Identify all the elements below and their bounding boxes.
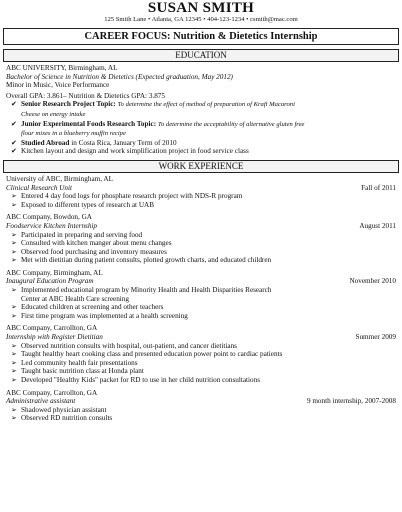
arrow-icon: ➢ (11, 367, 17, 376)
education-school: ABC UNIVERSITY, Birmingham, AL (6, 64, 118, 72)
list-item (6, 100, 396, 110)
bullet-label: Senior Research Project Topic: (21, 100, 116, 109)
list-item-continuation (6, 129, 396, 139)
bullet-text: flour mixes in a blueberry muffin recipe (21, 130, 126, 138)
arrow-icon: ➢ (11, 341, 17, 350)
bullet-text: Educated children at screening and other teachers (21, 303, 164, 312)
list-item (6, 201, 396, 210)
check-icon: ✔ (11, 147, 17, 156)
list-item (6, 139, 396, 148)
bullet-text: Exposed to different types of research at UAB (21, 200, 154, 209)
bullet-text: Implemented educational program by Minority Health and Health Disparities Research (21, 286, 272, 295)
job-title: Clinical Research Unit (6, 183, 73, 192)
job-entry (6, 389, 396, 423)
bullet-text: Observed nutrition consults with hospital, out-patient, and cancer dietitians (21, 341, 237, 350)
bullet-text: Cheese on energy intake (21, 110, 86, 118)
check-icon: ✔ (11, 100, 17, 109)
job-title: Internship with Register Dietitian (6, 333, 103, 342)
bullet-text: Taught basic nutrition class at Honda plant (21, 367, 144, 376)
check-icon: ✔ (11, 119, 17, 128)
education-gpa: Overall GPA: 3.861– Nutrition & Dietetics GPA: 3.875 (6, 91, 165, 100)
experience-heading: WORK EXPERIENCE (3, 160, 399, 173)
bullet-text: Center at ABC Health Care screening (21, 294, 129, 303)
candidate-name: SUSAN SMITH (147, 0, 255, 16)
arrow-icon: ➢ (11, 350, 17, 359)
list-item (6, 406, 396, 415)
job-org: ABC Company, Birmingham, AL (6, 268, 103, 277)
job-org: ABC Company, Carrollton, GA (6, 388, 98, 397)
career-focus-text: CAREER FOCUS: Nutrition & Dietetics Internship (84, 31, 318, 42)
arrow-icon: ➢ (11, 303, 17, 312)
arrow-icon: ➢ (11, 247, 17, 256)
arrow-icon: ➢ (11, 200, 17, 209)
job-title: Administrative assistant (6, 397, 76, 406)
bullet-text: To determine the acceptability of alternative gluten free (157, 120, 305, 128)
list-item (6, 303, 396, 312)
job-date: November 2010 (349, 277, 396, 286)
list-item (6, 231, 396, 240)
list-item-continuation (6, 295, 396, 304)
bullet-label: Junior Experimental Foods Research Topic: (21, 119, 157, 128)
list-item (6, 147, 396, 156)
bullet-text: Observed RD nutrition consults (21, 414, 113, 423)
list-item (6, 376, 396, 385)
job-date: 9 month internship, 2007-2008 (306, 397, 396, 406)
bullet-label: Studied Abroad (21, 138, 70, 147)
list-item (6, 367, 396, 376)
contact-line: 125 Smith Lane • Atlanta, GA 12345 • 404-123-1234 • csmith@mac.com (104, 16, 298, 23)
education-heading: EDUCATION (3, 49, 399, 62)
bullet-text: Led community health fair presentations (21, 358, 138, 367)
arrow-icon: ➢ (11, 239, 17, 248)
bullet-text: Developed "Healthy Kids" packet for RD to use in her child nutrition consultations (21, 376, 261, 384)
job-bullets (6, 231, 396, 265)
experience-section (0, 175, 402, 423)
job-bullets (6, 192, 396, 209)
list-item (6, 286, 396, 295)
arrow-icon: ➢ (11, 414, 17, 423)
list-item (6, 359, 396, 368)
job-entry (6, 269, 396, 321)
job-entry (6, 213, 396, 265)
bullet-text: To determine the effect of method of preparation of Kraft Macaroni (117, 101, 295, 109)
bullet-text: Entered 4 day food logs for phosphate research project with NDS-R program (21, 192, 243, 201)
job-bullets (6, 286, 396, 320)
job-title: Inaugural Education Program (6, 277, 94, 286)
bullet-text: Taught healthy heart cooking class and presented education power point to cardiac patients (21, 350, 283, 359)
list-item (6, 350, 396, 359)
job-date: August 2011 (359, 221, 396, 230)
bullet-text: First time program was implemented at a health screening (21, 311, 188, 320)
bullet-text: Kitchen layout and design and work simplification project in food service class (21, 147, 249, 156)
list-item (6, 120, 396, 130)
bullet-text: Participated in preparing and serving food (21, 230, 143, 239)
list-item (6, 239, 396, 248)
bullet-text: in Costa Rica, January Term of 2010 (71, 138, 177, 147)
job-date: Summer 2009 (355, 333, 396, 342)
arrow-icon: ➢ (11, 192, 17, 201)
arrow-icon: ➢ (11, 405, 17, 414)
job-entry (6, 324, 396, 384)
job-date: Fall of 2011 (361, 183, 396, 192)
education-bullets (6, 100, 396, 156)
list-item (6, 312, 396, 321)
list-item (6, 414, 396, 423)
job-bullets (6, 342, 396, 385)
bullet-text: Shadowed physician assistant (21, 405, 107, 414)
job-title: Foodservice Kitchen Internship (6, 221, 98, 230)
list-item (6, 256, 396, 265)
list-item-continuation (6, 110, 396, 120)
job-org: ABC Company, Bowdon, GA (6, 213, 92, 222)
list-item (6, 342, 396, 351)
bullet-text: Consulted with kitchen manger about menu changes (21, 239, 172, 248)
arrow-icon: ➢ (11, 256, 17, 265)
arrow-icon: ➢ (11, 311, 17, 320)
arrow-icon: ➢ (11, 376, 17, 384)
education-degree: Bachelor of Science in Nutrition & Dietetics (Expected graduation, May 2012) (6, 72, 233, 81)
arrow-icon: ➢ (11, 230, 17, 239)
job-entry (6, 175, 396, 209)
career-focus-box (3, 28, 399, 45)
check-icon: ✔ (11, 138, 17, 147)
arrow-icon: ➢ (11, 358, 17, 367)
bullet-text: Met with dietitian during patient consults, plotted growth charts, and educated children (21, 256, 272, 265)
list-item (6, 248, 396, 257)
education-minor: Minor in Music, Voice Performance (6, 81, 110, 90)
bullet-text: Observed food purchasing and inventory measures (21, 247, 167, 256)
job-org: University of ABC, Birmingham, AL (6, 174, 114, 183)
list-item (6, 192, 396, 201)
job-bullets (6, 406, 396, 423)
arrow-icon: ➢ (11, 286, 17, 295)
education-section (0, 64, 402, 156)
job-org: ABC Company, Carrollton, GA (6, 324, 98, 333)
